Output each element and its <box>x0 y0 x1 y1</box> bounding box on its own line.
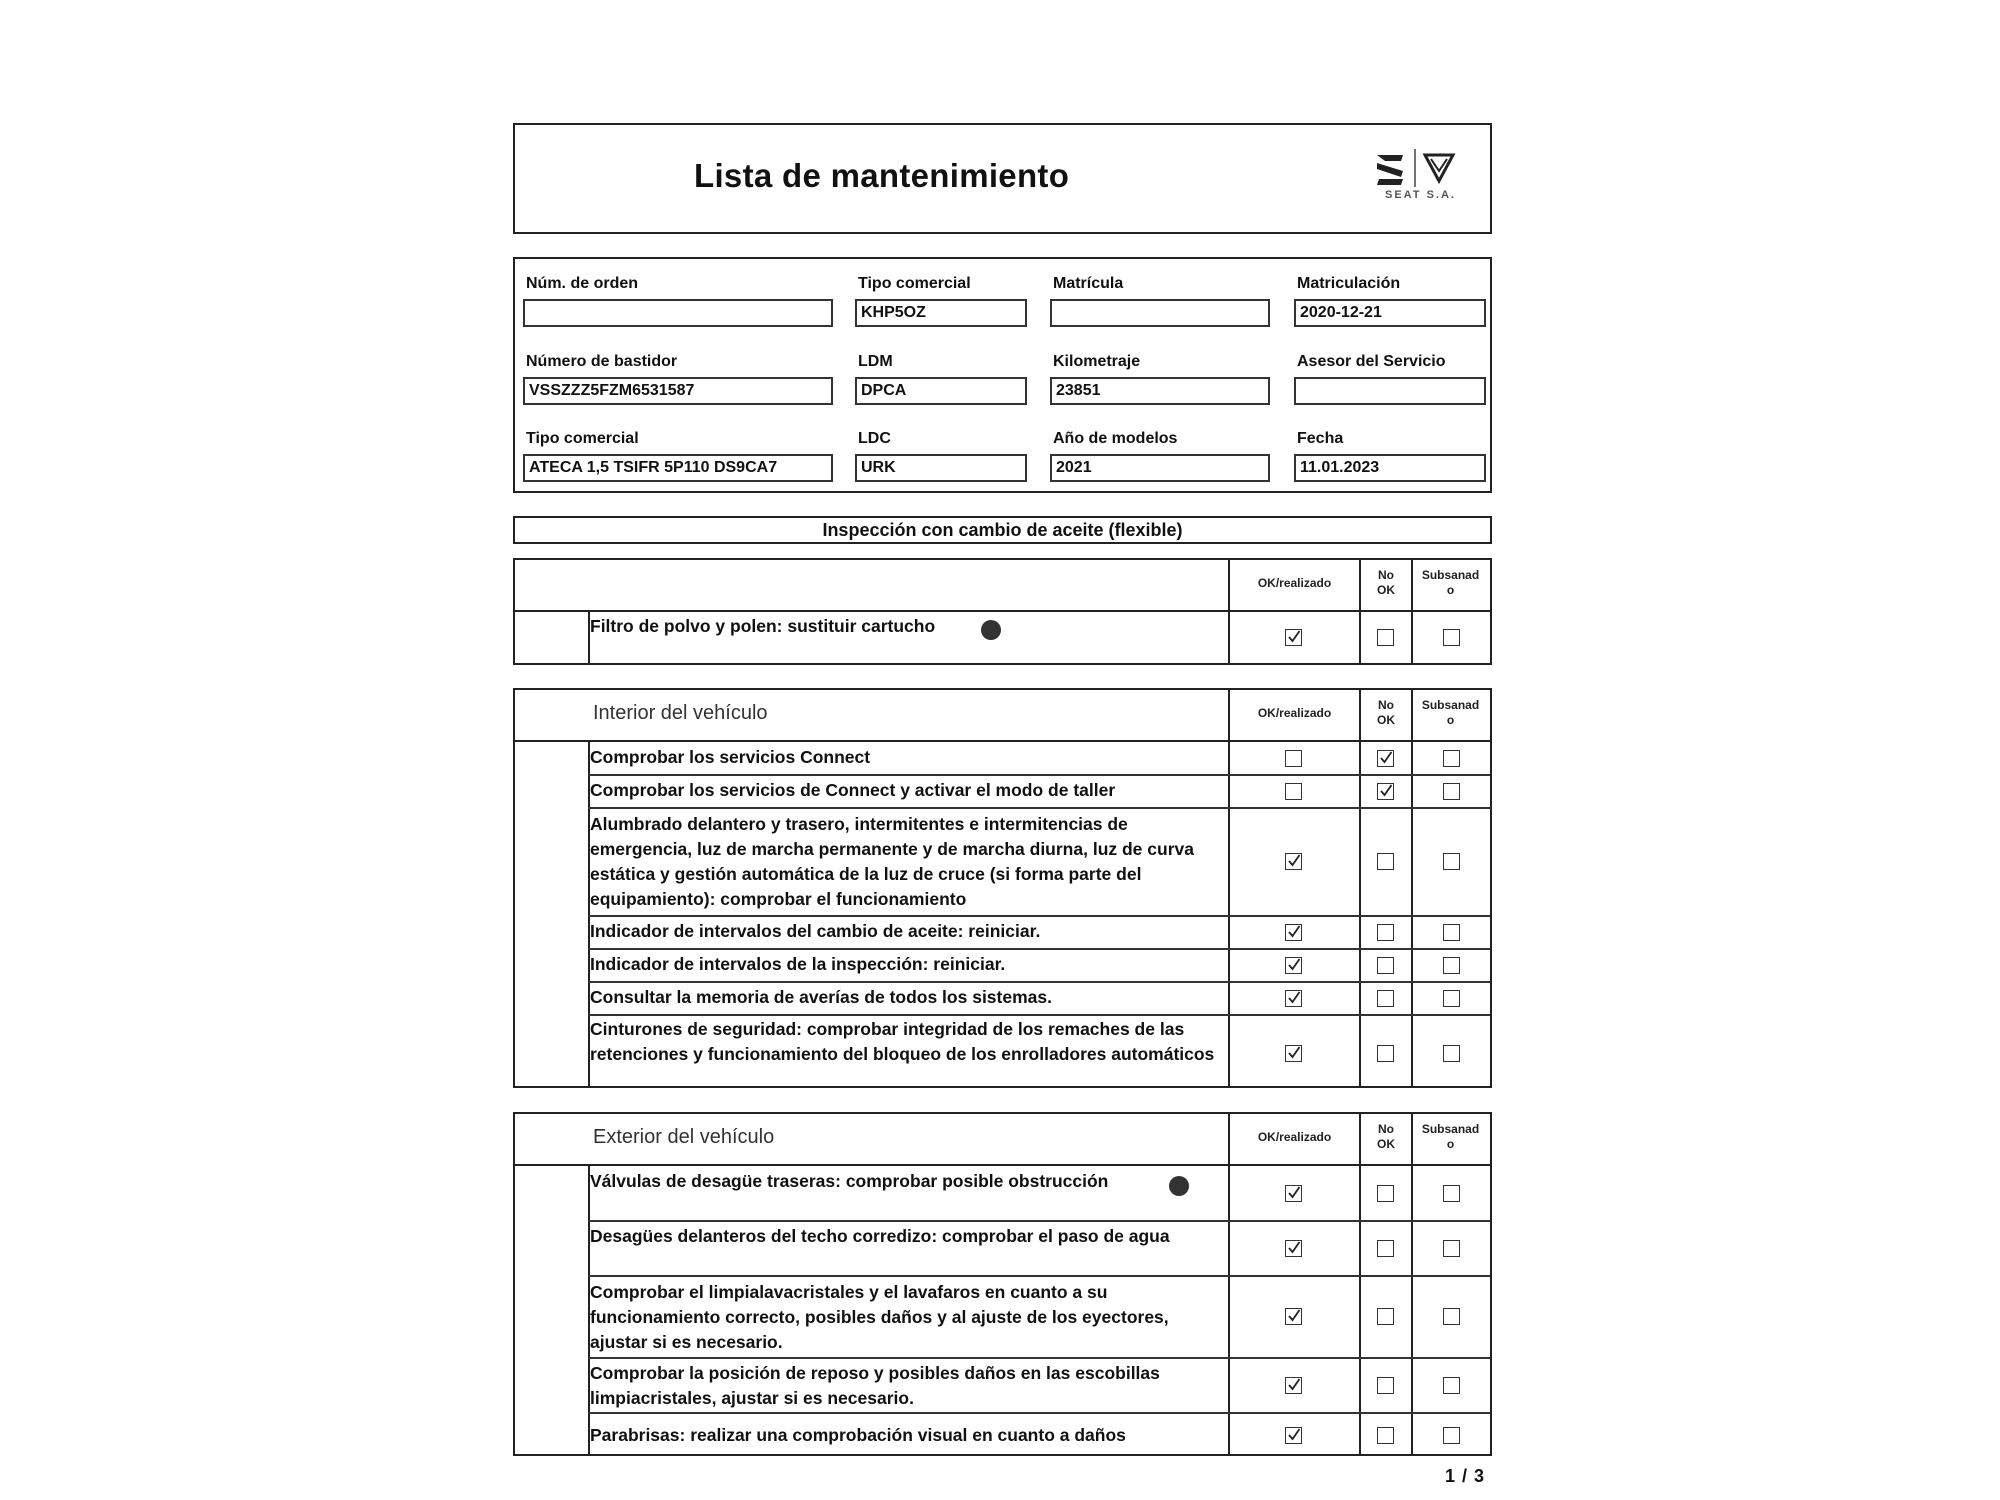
section-interior <box>513 688 1492 1088</box>
tipo-comercial-code-field[interactable]: KHP5OZ <box>855 299 1027 327</box>
num-orden-label: Núm. de orden <box>526 275 639 292</box>
ldm-field[interactable]: DPCA <box>855 377 1027 405</box>
row-task-text: Filtro de polvo y polen: sustituir cartucho <box>590 616 936 636</box>
checkbox-ok[interactable] <box>1285 957 1302 974</box>
checkbox-no-ok[interactable] <box>1377 924 1394 941</box>
checkbox-ok[interactable] <box>1285 1308 1302 1325</box>
ldc-label: LDC <box>858 430 891 447</box>
checkbox-subsanado[interactable] <box>1443 1185 1460 1202</box>
checkbox-no-ok[interactable] <box>1377 853 1394 870</box>
row-task-text: Comprobar los servicios Connect <box>590 747 871 767</box>
checkbox-ok[interactable] <box>1285 1240 1302 1257</box>
table-row <box>515 1015 1490 1093</box>
brand-logo-icon <box>1369 141 1479 221</box>
checkbox-subsanado[interactable] <box>1443 1377 1460 1394</box>
table-row <box>515 1221 1490 1276</box>
row-task-text: Comprobar la posición de reposo y posibles daños en las escobillas limpiacristales, ajustar si es necesario. <box>590 1362 1160 1408</box>
asesor-field[interactable] <box>1294 377 1486 405</box>
checkbox-subsanado[interactable] <box>1443 750 1460 767</box>
kilometraje-field[interactable]: 23851 <box>1050 377 1270 405</box>
checkbox-ok[interactable] <box>1285 990 1302 1007</box>
column-header-ok: OK/realizado <box>1257 576 1332 590</box>
checkbox-no-ok[interactable] <box>1377 750 1394 767</box>
section-title: Interior del vehículo <box>593 702 768 724</box>
checkbox-no-ok[interactable] <box>1377 1185 1394 1202</box>
column-header-no-ok: No OK <box>1377 698 1395 727</box>
tipo-comercial-code-label: Tipo comercial <box>858 275 971 292</box>
checkbox-no-ok[interactable] <box>1377 1045 1394 1062</box>
section-filters <box>513 558 1492 665</box>
page-title: Lista de mantenimiento <box>694 157 1070 194</box>
checkbox-no-ok[interactable] <box>1377 629 1394 646</box>
checkbox-ok[interactable] <box>1285 853 1302 870</box>
checkbox-subsanado[interactable] <box>1443 1308 1460 1325</box>
checkbox-subsanado[interactable] <box>1443 924 1460 941</box>
table-row <box>515 742 1490 775</box>
checkbox-ok[interactable] <box>1285 1377 1302 1394</box>
checkbox-no-ok[interactable] <box>1377 1427 1394 1444</box>
checkbox-subsanado[interactable] <box>1443 853 1460 870</box>
checkbox-ok[interactable] <box>1285 629 1302 646</box>
table-row <box>515 1166 1490 1221</box>
table-row <box>515 1276 1490 1358</box>
fecha-label: Fecha <box>1297 430 1344 447</box>
vehicle-info-box <box>513 257 1492 493</box>
column-header-no-ok: No OK <box>1377 568 1395 597</box>
row-task-text: Válvulas de desagüe traseras: comprobar posible obstrucción <box>590 1170 1109 1191</box>
ano-modelos-field[interactable]: 2021 <box>1050 454 1270 482</box>
matriculacion-label: Matriculación <box>1297 275 1401 292</box>
checkbox-ok[interactable] <box>1285 924 1302 941</box>
checkbox-no-ok[interactable] <box>1377 1377 1394 1394</box>
row-task-text: Parabrisas: realizar una comprobación visual en cuanto a daños <box>590 1425 1126 1445</box>
row-task-text: Indicador de intervalos del cambio de aceite: reiniciar. <box>590 921 1041 941</box>
fecha-field[interactable]: 11.01.2023 <box>1294 454 1486 482</box>
inspection-band: Inspección con cambio de aceite (flexible) <box>513 516 1492 544</box>
checkbox-subsanado[interactable] <box>1443 990 1460 1007</box>
column-header-subsanado: Subsanad o <box>1421 698 1480 727</box>
table-row <box>515 1413 1490 1458</box>
row-task-text: Alumbrado delantero y trasero, intermitentes e intermitencias de emergencia, luz de marcha permanente y de marcha diurna, luz de curva estática y gestión automática de la luz de cruce (si forma parte del equipamiento): comprobar el funcionamiento <box>590 814 1194 909</box>
asesor-label: Asesor del Servicio <box>1297 353 1446 370</box>
checkbox-ok[interactable] <box>1285 750 1302 767</box>
checkbox-no-ok[interactable] <box>1377 957 1394 974</box>
table-row <box>515 808 1490 916</box>
checkbox-no-ok[interactable] <box>1377 990 1394 1007</box>
row-task-text: Consultar la memoria de averías de todos los sistemas. <box>590 987 1052 1007</box>
row-task-text: Cinturones de seguridad: comprobar integridad de los remaches de las retenciones y funcionamiento del bloqueo de los enrolladores automáticos <box>590 1019 1215 1064</box>
row-task-text: Comprobar los servicios de Connect y activar el modo de taller <box>590 780 1116 800</box>
tipo-comercial-desc-label: Tipo comercial <box>526 430 639 447</box>
ano-modelos-label: Año de modelos <box>1053 430 1178 447</box>
checkbox-subsanado[interactable] <box>1443 1427 1460 1444</box>
tipo-comercial-desc-field[interactable]: ATECA 1,5 TSIFR 5P110 DS9CA7 <box>523 454 833 482</box>
page-number: 1 / 3 <box>1445 1466 1486 1486</box>
checkbox-subsanado[interactable] <box>1443 783 1460 800</box>
section-title: Exterior del vehículo <box>593 1126 775 1148</box>
brand-caption: SEAT S.A. <box>1385 189 1456 201</box>
checkbox-subsanado[interactable] <box>1443 957 1460 974</box>
checkbox-subsanado[interactable] <box>1443 1240 1460 1257</box>
ldc-field[interactable]: URK <box>855 454 1027 482</box>
checkbox-no-ok[interactable] <box>1377 783 1394 800</box>
row-task-text: Comprobar el limpialavacristales y el lavafaros en cuanto a su funcionamiento correcto, posibles daños y al ajuste de los eyectores, ajustar si es necesario. <box>590 1281 1169 1352</box>
checkbox-no-ok[interactable] <box>1377 1308 1394 1325</box>
marker-dot-icon <box>1169 1176 1189 1196</box>
section-exterior <box>513 1112 1492 1456</box>
kilometraje-label: Kilometraje <box>1053 353 1141 370</box>
table-row <box>515 612 1490 664</box>
ldm-label: LDM <box>858 353 893 370</box>
checkbox-no-ok[interactable] <box>1377 1240 1394 1257</box>
title-box <box>513 123 1492 234</box>
num-orden-field[interactable] <box>523 299 833 327</box>
column-header-ok: OK/realizado <box>1257 1130 1332 1144</box>
matricula-field[interactable] <box>1050 299 1270 327</box>
column-header-subsanado: Subsanad o <box>1421 1122 1480 1151</box>
table-row <box>515 775 1490 808</box>
checkbox-ok[interactable] <box>1285 1185 1302 1202</box>
checkbox-ok[interactable] <box>1285 1045 1302 1062</box>
checkbox-subsanado[interactable] <box>1443 1045 1460 1062</box>
table-row <box>515 982 1490 1015</box>
table-row <box>515 916 1490 949</box>
checkbox-ok[interactable] <box>1285 783 1302 800</box>
column-header-ok: OK/realizado <box>1257 706 1332 720</box>
column-header-no-ok: No OK <box>1377 1122 1395 1151</box>
numero-bastidor-label: Número de bastidor <box>526 353 678 370</box>
table-row <box>515 1358 1490 1413</box>
numero-bastidor-field[interactable]: VSSZZZ5FZM6531587 <box>523 377 833 405</box>
checkbox-subsanado[interactable] <box>1443 629 1460 646</box>
matricula-label: Matrícula <box>1053 275 1124 292</box>
column-header-subsanado: Subsanad o <box>1421 568 1480 597</box>
checkbox-ok[interactable] <box>1285 1427 1302 1444</box>
row-task-text: Desagües delanteros del techo corredizo: comprobar el paso de agua <box>590 1225 1170 1246</box>
marker-dot-icon <box>981 620 1001 640</box>
table-row <box>515 949 1490 982</box>
row-task-text: Indicador de intervalos de la inspección: reiniciar. <box>590 954 1006 974</box>
matriculacion-field[interactable]: 2020-12-21 <box>1294 299 1486 327</box>
